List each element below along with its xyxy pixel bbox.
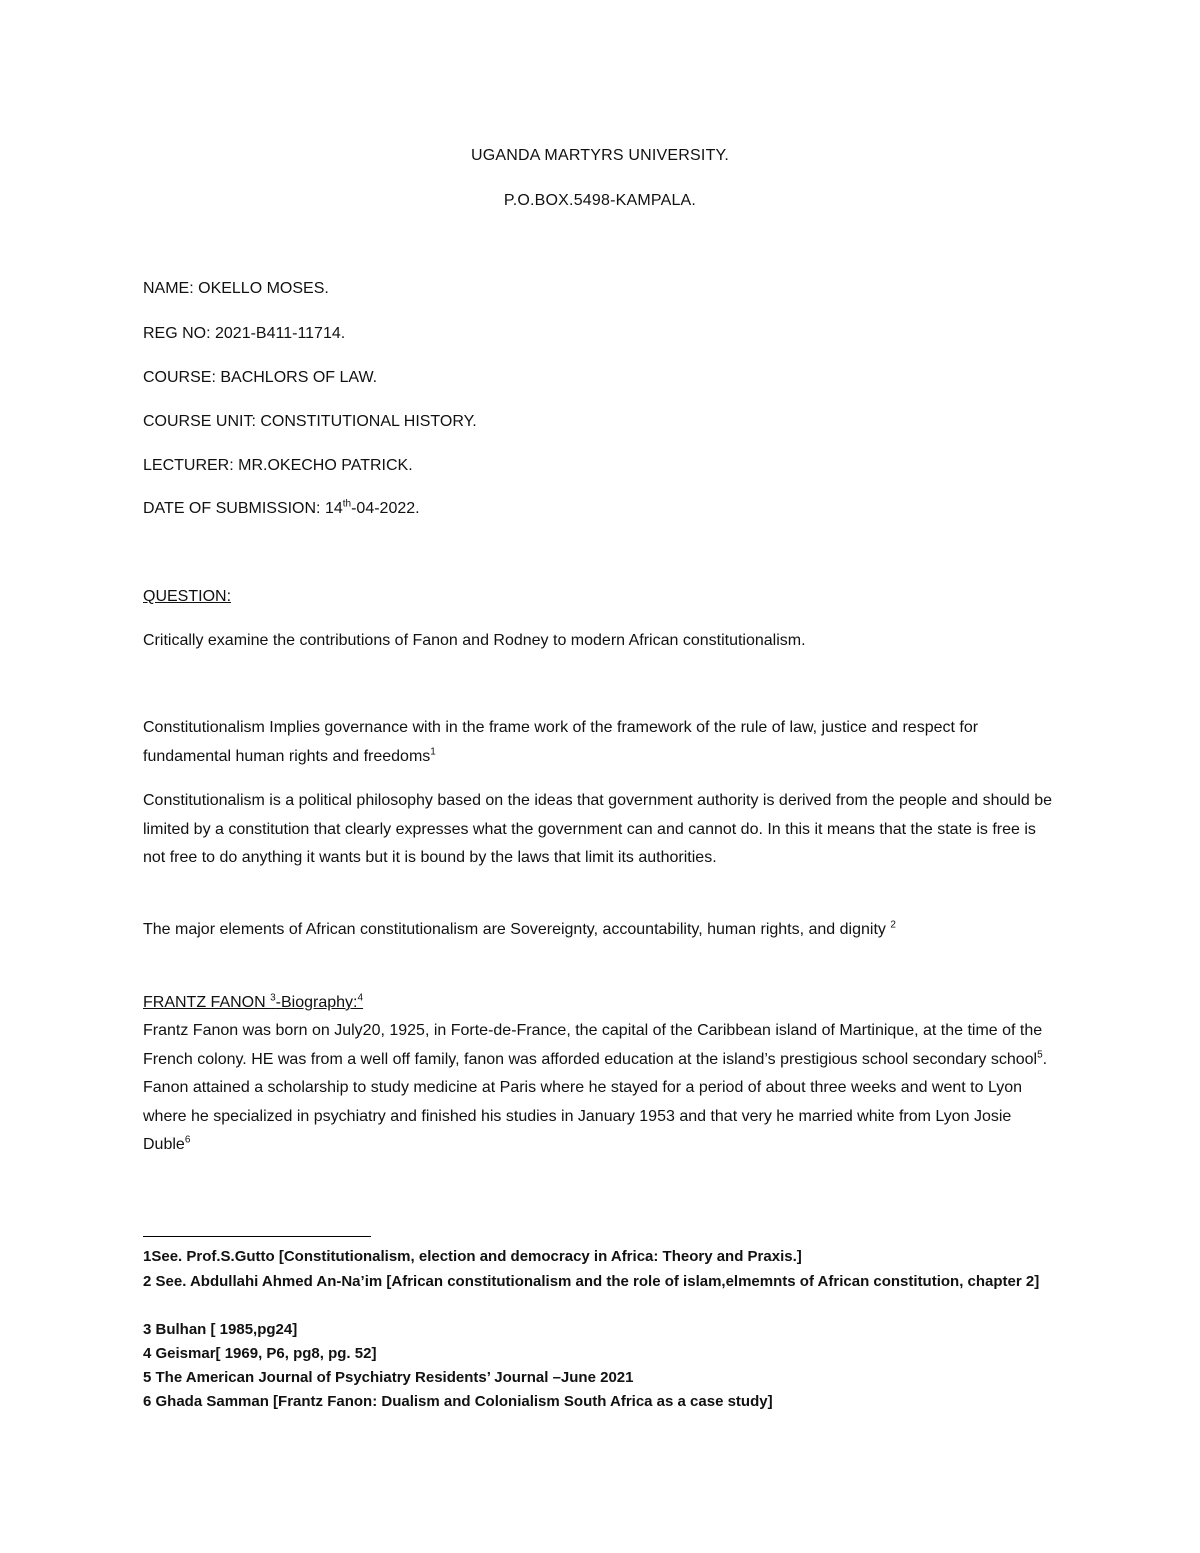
paragraph-2-text: Constitutionalism is a political philosophy based on the ideas that government authority is derived from the people and should be limited by a constitution that clearly expresses what the government can and cannot do. In this it means that the state is free is not free to do anything it wants but it is bound by the laws that limit its authorities. [143,792,1052,866]
paragraph-4-text-b: . Fanon attained a scholarship to study medicine at Paris where he stayed for a period of about three weeks and went to Lyon where he specialized in psychiatry and finished his studies in January 1953 and that very he married white from Lyon Josie Duble [143,1050,1048,1153]
question-heading: QUESTION: [143,588,232,605]
footnote-ref-3: 3 [270,992,276,1004]
paragraph-4-text-a: Frantz Fanon was born on July20, 1925, in Forte-de-France, the capital of the Caribbean island of Martinique, at the time of the French colony. HE was from a well off family, fanon was afforded education at the island’s prestigious school secondary school [143,1022,1043,1068]
footnote-6: 6 Ghada Samman [Frantz Fanon: Dualism and Colonialism South Africa as a case study] [143,1393,773,1410]
footnote-ref-1: 1 [430,746,436,758]
footnote-4: 4 Geismar[ 1969, P6, pg8, pg. 52] [143,1345,377,1362]
course-unit: COURSE UNIT: CONSTITUTIONAL HISTORY. [143,413,477,430]
reg-number: REG NO: 2021-B411-11714. [143,325,346,342]
paragraph-1 [143,714,1058,771]
footnote-ref-5: 5 [1037,1049,1043,1061]
submission-date [143,500,420,518]
lecturer: LECTURER: MR.OKECHO PATRICK. [143,457,413,474]
biography-heading-name: FRANTZ FANON [143,994,271,1011]
paragraph-1-text: Constitutionalism Implies governance with in the frame work of the framework of the rule of law, justice and respect for fundamental human rights and freedoms [143,719,979,765]
paragraph-3-text: The major elements of African constitutionalism are Sovereignty, accountability, human rights, and dignity [143,921,886,938]
footnote-ref-6: 6 [184,1134,191,1146]
biography-heading [143,994,363,1012]
footnote-1: 1See. Prof.S.Gutto [Constitutionalism, election and democracy in Africa: Theory and Praxis.] [143,1248,802,1265]
biography-heading-label: -Biography: [275,994,358,1011]
footnote-divider [143,1236,371,1237]
university-address: P.O.BOX.5498-KAMPALA. [503,192,697,209]
paragraph-3 [143,916,1058,945]
footnote-ref-4: 4 [357,992,364,1004]
footnote-2: 2 See. Abdullahi Ahmed An-Na’im [African constitutionalism and the role of islam,elmemnts of African constitution, chapter 2] [143,1273,1040,1290]
submission-date-ordinal: th [342,498,352,510]
student-name: NAME: OKELLO MOSES. [143,280,329,297]
footnote-ref-2: 2 [890,919,896,931]
submission-date-suffix: -04-2022. [351,500,420,517]
footnote-5: 5 The American Journal of Psychiatry Residents’ Journal –June 2021 [143,1369,634,1386]
question-text: Critically examine the contributions of Fanon and Rodney to modern African constitutionalism. [143,632,806,649]
footnote-3: 3 Bulhan [ 1985,pg24] [143,1321,298,1338]
paragraph-4 [143,1017,1058,1160]
paragraph-2 [143,787,1058,873]
course: COURSE: BACHLORS OF LAW. [143,369,378,386]
submission-date-prefix: DATE OF SUBMISSION: 14 [143,500,343,517]
university-name: UGANDA MARTYRS UNIVERSITY. [471,147,729,164]
